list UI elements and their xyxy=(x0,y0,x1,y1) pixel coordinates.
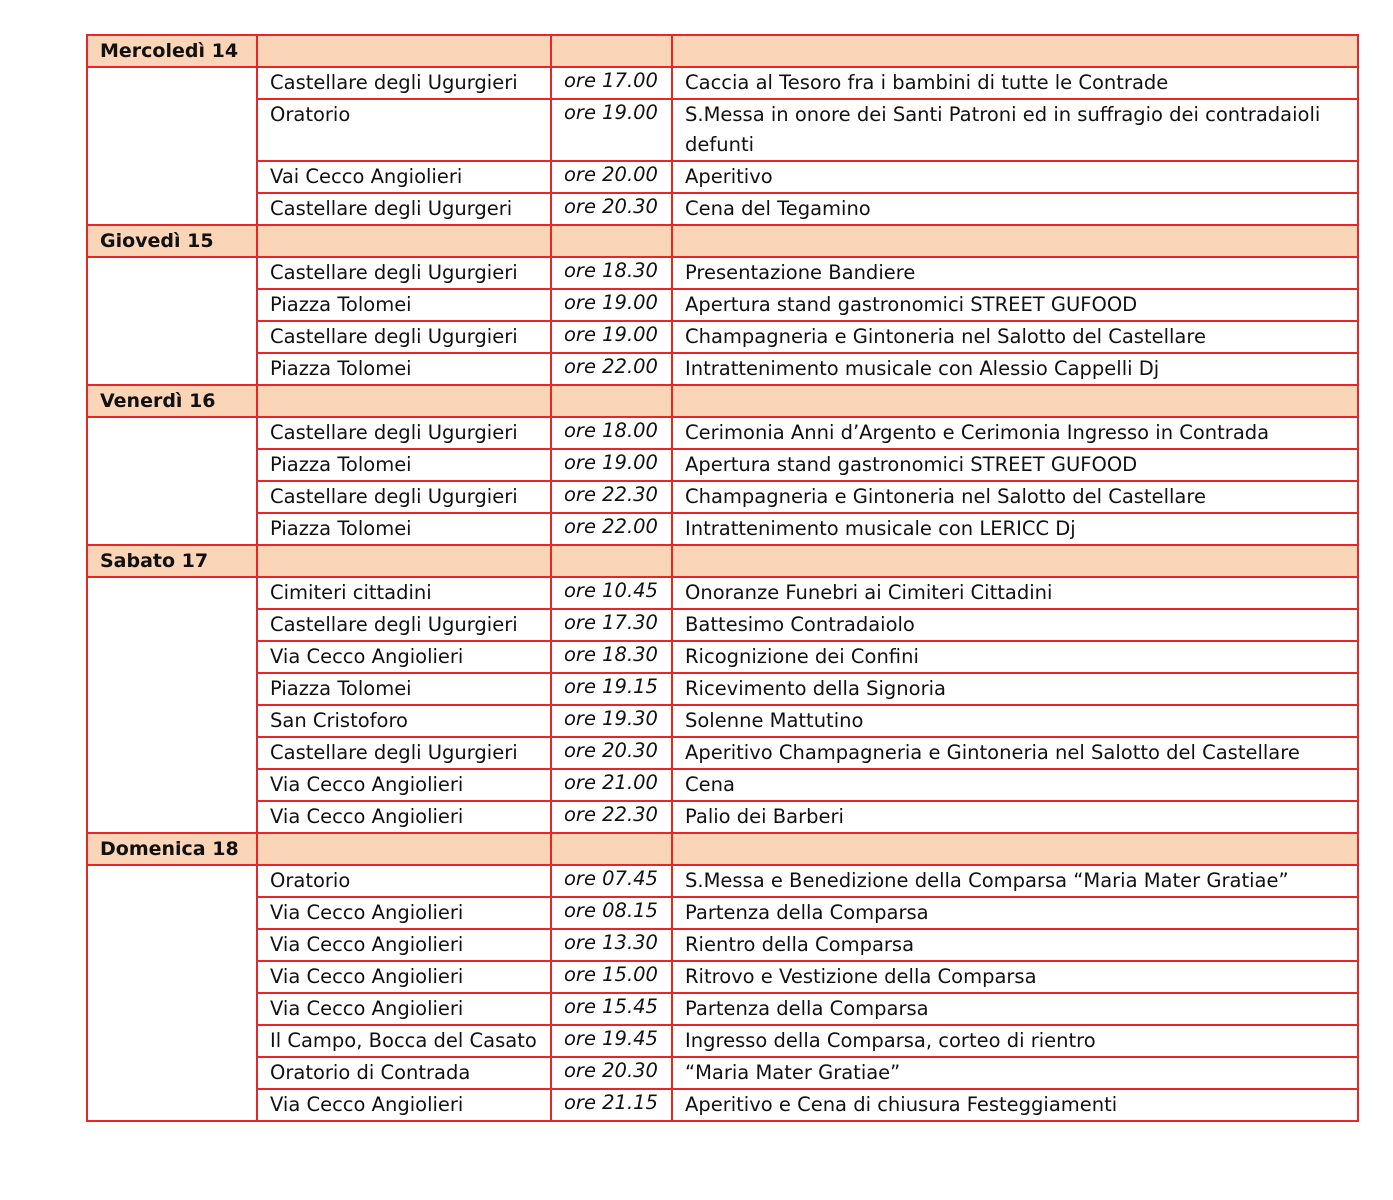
header-event-cell xyxy=(672,385,1358,417)
event-row xyxy=(87,577,1358,609)
header-time-cell xyxy=(551,545,672,577)
event-place: Via Cecco Angiolieri xyxy=(257,929,551,961)
event-time: ore 22.30 xyxy=(564,803,658,826)
event-row xyxy=(87,67,1358,99)
event-description: Apertura stand gastronomici STREET GUFOOD xyxy=(672,289,1358,321)
day-label: Venerdì 16 xyxy=(87,385,257,417)
event-time-cell xyxy=(551,513,672,545)
event-description: Cena xyxy=(672,769,1358,801)
event-time: ore 19.00 xyxy=(564,101,658,124)
day-label: Mercoledì 14 xyxy=(87,35,257,67)
event-time-cell xyxy=(551,865,672,897)
event-place: Oratorio xyxy=(257,99,551,161)
event-row xyxy=(87,289,1358,321)
header-place-cell xyxy=(257,833,551,865)
event-time-cell xyxy=(551,449,672,481)
event-description: Partenza della Comparsa xyxy=(672,993,1358,1025)
event-time-cell xyxy=(551,1025,672,1057)
event-time: ore 19.15 xyxy=(564,675,658,698)
event-row xyxy=(87,801,1358,833)
event-time-cell xyxy=(551,705,672,737)
event-time-cell xyxy=(551,801,672,833)
header-time-cell xyxy=(551,833,672,865)
event-place: Cimiteri cittadini xyxy=(257,577,551,609)
event-time: ore 22.00 xyxy=(564,515,658,538)
event-place: Castellare degli Ugurgieri xyxy=(257,481,551,513)
header-place-cell xyxy=(257,545,551,577)
day-spacer-cell xyxy=(87,257,257,385)
event-time: ore 22.30 xyxy=(564,483,658,506)
day-header-row xyxy=(87,385,1358,417)
day-header-row xyxy=(87,225,1358,257)
event-time-cell xyxy=(551,257,672,289)
header-event-cell xyxy=(672,833,1358,865)
event-time-cell xyxy=(551,641,672,673)
event-row xyxy=(87,513,1358,545)
event-description: Ritrovo e Vestizione della Comparsa xyxy=(672,961,1358,993)
event-time-cell xyxy=(551,161,672,193)
event-row xyxy=(87,417,1358,449)
event-row xyxy=(87,257,1358,289)
event-time: ore 20.30 xyxy=(564,195,658,218)
event-row xyxy=(87,641,1358,673)
event-place: Castellare degli Ugurgieri xyxy=(257,67,551,99)
event-place: Castellare degli Ugurgieri xyxy=(257,737,551,769)
event-time: ore 19.00 xyxy=(564,291,658,314)
day-spacer-cell xyxy=(87,67,257,225)
event-time-cell xyxy=(551,673,672,705)
event-place: Vai Cecco Angiolieri xyxy=(257,161,551,193)
event-place: Via Cecco Angiolieri xyxy=(257,801,551,833)
event-place: Castellare degli Ugurgieri xyxy=(257,417,551,449)
header-time-cell xyxy=(551,225,672,257)
event-description: Ingresso della Comparsa, corteo di rientro xyxy=(672,1025,1358,1057)
day-spacer-cell xyxy=(87,417,257,545)
event-time: ore 18.30 xyxy=(564,643,658,666)
event-description: Palio dei Barberi xyxy=(672,801,1358,833)
event-row xyxy=(87,705,1358,737)
event-description: Cena del Tegamino xyxy=(672,193,1358,225)
event-time: ore 21.00 xyxy=(564,771,658,794)
event-row xyxy=(87,961,1358,993)
event-place: Castellare degli Ugurgieri xyxy=(257,257,551,289)
event-time-cell xyxy=(551,897,672,929)
event-description: Intrattenimento musicale con Alessio Cappelli Dj xyxy=(672,353,1358,385)
event-time-cell xyxy=(551,737,672,769)
header-place-cell xyxy=(257,35,551,67)
event-description: Rientro della Comparsa xyxy=(672,929,1358,961)
day-label: Domenica 18 xyxy=(87,833,257,865)
event-row xyxy=(87,865,1358,897)
header-place-cell xyxy=(257,385,551,417)
event-time: ore 15.45 xyxy=(564,995,658,1018)
event-description: Champagneria e Gintoneria nel Salotto del Castellare xyxy=(672,481,1358,513)
header-event-cell xyxy=(672,225,1358,257)
event-description: Presentazione Bandiere xyxy=(672,257,1358,289)
event-place: Oratorio di Contrada xyxy=(257,1057,551,1089)
event-description: Cerimonia Anni d’Argento e Cerimonia Ingresso in Contrada xyxy=(672,417,1358,449)
event-row xyxy=(87,737,1358,769)
event-description: Aperitivo e Cena di chiusura Festeggiamenti xyxy=(672,1089,1358,1121)
event-description: Battesimo Contradaiolo xyxy=(672,609,1358,641)
event-place: Piazza Tolomei xyxy=(257,289,551,321)
event-time-cell xyxy=(551,961,672,993)
event-row xyxy=(87,1025,1358,1057)
event-description: Aperitivo xyxy=(672,161,1358,193)
event-time-cell xyxy=(551,67,672,99)
event-time: ore 20.30 xyxy=(564,1059,658,1082)
event-place: Piazza Tolomei xyxy=(257,449,551,481)
event-place: Castellare degli Ugurgeri xyxy=(257,193,551,225)
event-time: ore 20.00 xyxy=(564,163,658,186)
event-place: Piazza Tolomei xyxy=(257,673,551,705)
day-spacer-cell xyxy=(87,865,257,1121)
header-place-cell xyxy=(257,225,551,257)
event-time: ore 17.30 xyxy=(564,611,658,634)
event-time: ore 15.00 xyxy=(564,963,658,986)
event-time: ore 19.45 xyxy=(564,1027,658,1050)
event-time-cell xyxy=(551,417,672,449)
event-description: Intrattenimento musicale con LERICC Dj xyxy=(672,513,1358,545)
event-row xyxy=(87,769,1358,801)
event-row xyxy=(87,481,1358,513)
event-time-cell xyxy=(551,1057,672,1089)
event-time: ore 13.30 xyxy=(564,931,658,954)
event-description: S.Messa e Benedizione della Comparsa “Maria Mater Gratiae” xyxy=(672,865,1358,897)
event-row xyxy=(87,897,1358,929)
event-row xyxy=(87,321,1358,353)
event-time: ore 17.00 xyxy=(564,69,658,92)
event-time-cell xyxy=(551,289,672,321)
event-place: Via Cecco Angiolieri xyxy=(257,961,551,993)
event-time-cell xyxy=(551,609,672,641)
event-place: Piazza Tolomei xyxy=(257,353,551,385)
event-row xyxy=(87,449,1358,481)
event-time: ore 08.15 xyxy=(564,899,658,922)
schedule-table xyxy=(86,34,1359,1122)
event-place: Oratorio xyxy=(257,865,551,897)
event-description: Partenza della Comparsa xyxy=(672,897,1358,929)
event-description: “Maria Mater Gratiae” xyxy=(672,1057,1358,1089)
event-place: Via Cecco Angiolieri xyxy=(257,993,551,1025)
event-place: Via Cecco Angiolieri xyxy=(257,769,551,801)
event-time: ore 19.00 xyxy=(564,323,658,346)
event-row xyxy=(87,1057,1358,1089)
event-place: Castellare degli Ugurgieri xyxy=(257,609,551,641)
event-time: ore 18.30 xyxy=(564,259,658,282)
event-place: Il Campo, Bocca del Casato xyxy=(257,1025,551,1057)
event-time-cell xyxy=(551,769,672,801)
event-description: Aperitivo Champagneria e Gintoneria nel Salotto del Castellare xyxy=(672,737,1358,769)
schedule-body xyxy=(87,35,1358,1121)
event-time: ore 20.30 xyxy=(564,739,658,762)
event-time-cell xyxy=(551,929,672,961)
event-time-cell xyxy=(551,353,672,385)
event-time-cell xyxy=(551,993,672,1025)
event-time: ore 22.00 xyxy=(564,355,658,378)
event-time: ore 10.45 xyxy=(564,579,658,602)
event-description: Champagneria e Gintoneria nel Salotto del Castellare xyxy=(672,321,1358,353)
event-time: ore 19.00 xyxy=(564,451,658,474)
event-row xyxy=(87,993,1358,1025)
event-place: Via Cecco Angiolieri xyxy=(257,1089,551,1121)
day-label: Giovedì 15 xyxy=(87,225,257,257)
event-row xyxy=(87,609,1358,641)
event-row xyxy=(87,353,1358,385)
event-time-cell xyxy=(551,577,672,609)
event-time-cell xyxy=(551,193,672,225)
event-description: S.Messa in onore dei Santi Patroni ed in suffragio dei contradaioli defunti xyxy=(672,99,1358,161)
event-time: ore 21.15 xyxy=(564,1091,658,1114)
event-row xyxy=(87,161,1358,193)
header-time-cell xyxy=(551,35,672,67)
event-description: Ricevimento della Signoria xyxy=(672,673,1358,705)
event-row xyxy=(87,1089,1358,1121)
event-row xyxy=(87,673,1358,705)
event-description: Ricognizione dei Confini xyxy=(672,641,1358,673)
event-time-cell xyxy=(551,1089,672,1121)
event-place: Via Cecco Angiolieri xyxy=(257,641,551,673)
event-place: San Cristoforo xyxy=(257,705,551,737)
day-spacer-cell xyxy=(87,577,257,833)
event-time: ore 19.30 xyxy=(564,707,658,730)
event-time-cell xyxy=(551,99,672,161)
day-header-row xyxy=(87,35,1358,67)
event-description: Solenne Mattutino xyxy=(672,705,1358,737)
event-description: Apertura stand gastronomici STREET GUFOOD xyxy=(672,449,1358,481)
event-description: Caccia al Tesoro fra i bambini di tutte le Contrade xyxy=(672,67,1358,99)
header-event-cell xyxy=(672,35,1358,67)
event-row xyxy=(87,929,1358,961)
header-event-cell xyxy=(672,545,1358,577)
day-header-row xyxy=(87,833,1358,865)
event-time: ore 07.45 xyxy=(564,867,658,890)
event-row xyxy=(87,99,1358,161)
event-time-cell xyxy=(551,481,672,513)
day-header-row xyxy=(87,545,1358,577)
event-place: Castellare degli Ugurgieri xyxy=(257,321,551,353)
event-place: Via Cecco Angiolieri xyxy=(257,897,551,929)
event-description: Onoranze Funebri ai Cimiteri Cittadini xyxy=(672,577,1358,609)
event-place: Piazza Tolomei xyxy=(257,513,551,545)
event-time-cell xyxy=(551,321,672,353)
event-row xyxy=(87,193,1358,225)
header-time-cell xyxy=(551,385,672,417)
day-label: Sabato 17 xyxy=(87,545,257,577)
event-time: ore 18.00 xyxy=(564,419,658,442)
